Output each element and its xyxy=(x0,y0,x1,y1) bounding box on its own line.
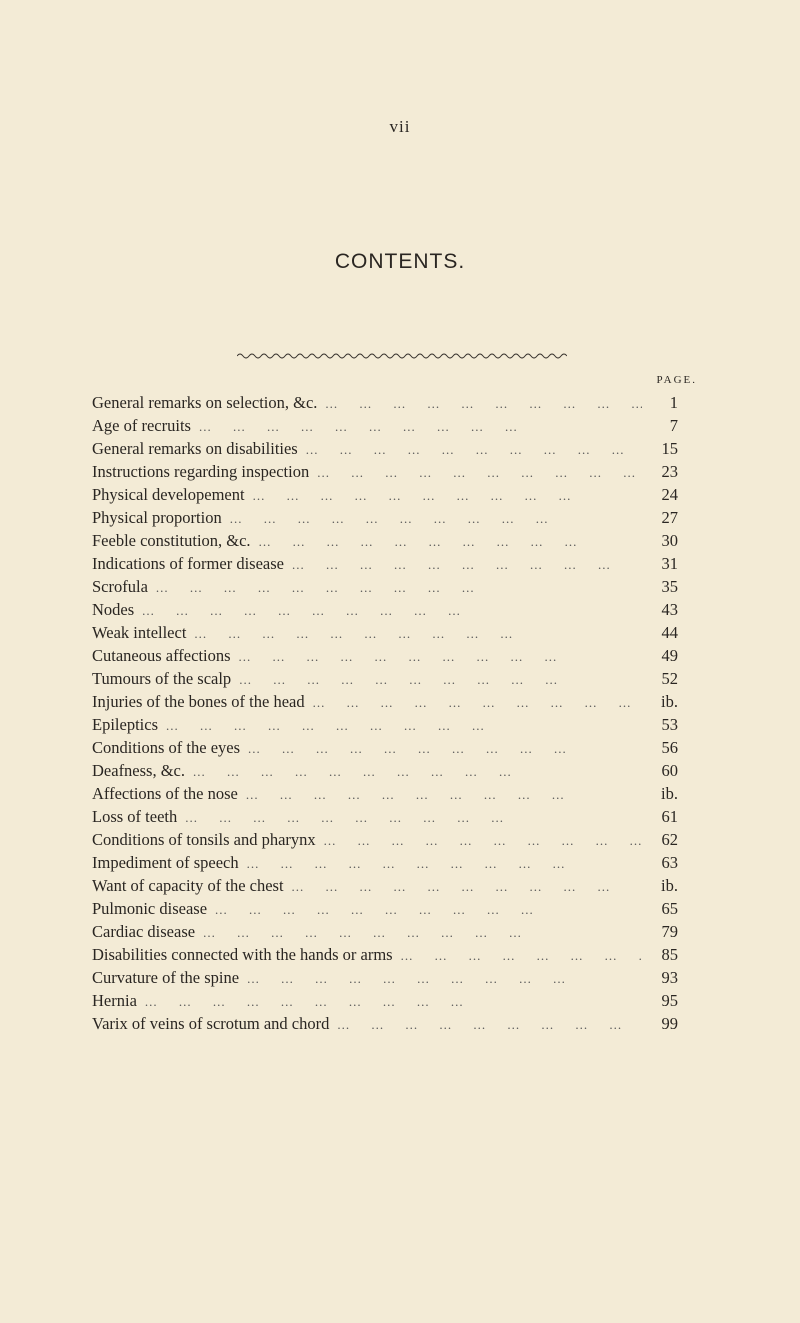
entry-page-number: 35 xyxy=(661,577,678,596)
dot-leader xyxy=(329,1017,642,1033)
dot-leader xyxy=(231,672,642,688)
entry-title: Tumours of the scalp xyxy=(92,669,232,688)
entry-title: Conditions of tonsils and pharynx xyxy=(92,830,316,849)
contents-entry xyxy=(92,945,678,968)
contents-entry xyxy=(92,462,678,485)
entry-title: Loss of teeth xyxy=(92,807,178,826)
entry-page-number: 15 xyxy=(661,439,678,458)
dot-leader xyxy=(231,649,642,665)
entry-page-number: 27 xyxy=(661,508,678,527)
entry-title: Scrofula xyxy=(92,577,148,596)
entry-page-number: 24 xyxy=(661,485,678,504)
contents-entry xyxy=(92,761,678,784)
entry-page-number: 79 xyxy=(661,922,678,941)
entry-title: Weak intellect xyxy=(92,623,187,642)
entry-page-number: 44 xyxy=(661,623,678,642)
entry-title: Feeble constitution, &c. xyxy=(92,531,251,550)
entry-title: Impediment of speech xyxy=(92,853,239,872)
entry-page-number: 85 xyxy=(661,945,678,964)
contents-entry xyxy=(92,508,678,531)
dot-leader xyxy=(239,856,642,872)
dot-leader xyxy=(240,741,642,757)
contents-entry xyxy=(92,853,678,876)
dot-leader xyxy=(158,718,642,734)
entry-title: Cardiac disease xyxy=(92,922,196,941)
contents-entry xyxy=(92,784,678,807)
entry-page-number: 31 xyxy=(661,554,678,573)
entry-page-number: ib. xyxy=(661,784,678,803)
entry-title: Want of capacity of the chest xyxy=(92,876,284,895)
dot-leader xyxy=(238,787,642,803)
contents-entry xyxy=(92,393,678,416)
entry-title: Affections of the nose xyxy=(92,784,238,803)
entry-title: Curvature of the spine xyxy=(92,968,240,987)
dot-leader xyxy=(245,488,642,504)
entry-title: Cutaneous affections xyxy=(92,646,231,665)
entry-page-number: 53 xyxy=(661,715,678,734)
contents-entry xyxy=(92,554,678,577)
entry-page-number: 99 xyxy=(661,1014,678,1033)
dot-leader xyxy=(177,810,642,826)
entry-title: Indications of former disease xyxy=(92,554,284,573)
dot-leader xyxy=(284,879,642,895)
contents-entry xyxy=(92,968,678,991)
page-title: CONTENTS. xyxy=(334,250,466,273)
contents-list xyxy=(92,393,678,1037)
dot-leader xyxy=(195,925,642,941)
contents-entry xyxy=(92,692,678,715)
entry-title: Varix of veins of scrotum and chord xyxy=(92,1014,330,1033)
contents-entry xyxy=(92,669,678,692)
contents-entry xyxy=(92,830,678,853)
dot-leader xyxy=(185,764,642,780)
dot-leader xyxy=(148,580,642,596)
contents-entry xyxy=(92,876,678,899)
contents-entry xyxy=(92,485,678,508)
contents-entry xyxy=(92,899,678,922)
entry-page-number: 7 xyxy=(669,416,678,435)
entry-title: Disabilities connected with the hands or arms xyxy=(92,945,393,964)
dot-leader xyxy=(317,396,642,412)
wavy-rule-ornament xyxy=(237,352,567,360)
entry-title: Instructions regarding inspection xyxy=(92,462,310,481)
entry-title: Hernia xyxy=(92,991,137,1010)
contents-entry xyxy=(92,1014,678,1037)
entry-page-number: 93 xyxy=(661,968,678,987)
entry-page-number: 60 xyxy=(661,761,678,780)
dot-leader xyxy=(284,557,642,573)
dot-leader xyxy=(186,626,642,642)
dot-leader xyxy=(393,948,642,964)
dot-leader xyxy=(309,465,642,481)
entry-page-number: 61 xyxy=(661,807,678,826)
entry-title: Physical proportion xyxy=(92,508,222,527)
entry-page-number: 52 xyxy=(661,669,678,688)
contents-entry xyxy=(92,807,678,830)
dot-leader xyxy=(191,419,642,435)
contents-entry xyxy=(92,646,678,669)
dot-leader xyxy=(305,695,642,711)
entry-page-number: 49 xyxy=(661,646,678,665)
contents-entry xyxy=(92,738,678,761)
entry-title: General remarks on selection, &c. xyxy=(92,393,318,412)
entry-page-number: 43 xyxy=(661,600,678,619)
entry-page-number: 30 xyxy=(661,531,678,550)
entry-title: Age of recruits xyxy=(92,416,191,435)
entry-title: Physical developement xyxy=(92,485,245,504)
entry-page-number: 63 xyxy=(661,853,678,872)
contents-entry xyxy=(92,991,678,1014)
contents-entry xyxy=(92,715,678,738)
entry-title: General remarks on disabilities xyxy=(92,439,298,458)
entry-title: Deafness, &c. xyxy=(92,761,186,780)
dot-leader xyxy=(222,511,642,527)
entry-title: Injuries of the bones of the head xyxy=(92,692,305,711)
page-folio: vii xyxy=(389,117,411,136)
contents-entry xyxy=(92,600,678,623)
dot-leader xyxy=(298,442,642,458)
entry-page-number: 23 xyxy=(661,462,678,481)
page-column-heading: PAGE. xyxy=(656,374,697,386)
entry-page-number: 65 xyxy=(661,899,678,918)
dot-leader xyxy=(251,534,642,550)
contents-entry xyxy=(92,922,678,945)
entry-page-number: 95 xyxy=(661,991,678,1010)
contents-entry xyxy=(92,623,678,646)
contents-entry xyxy=(92,439,678,462)
contents-entry xyxy=(92,531,678,554)
contents-entry xyxy=(92,577,678,600)
entry-page-number: 62 xyxy=(661,830,678,849)
dot-leader xyxy=(316,833,642,849)
dot-leader xyxy=(239,971,642,987)
entry-title: Conditions of the eyes xyxy=(92,738,241,757)
dot-leader xyxy=(207,902,642,918)
entry-title: Pulmonic disease xyxy=(92,899,208,918)
entry-title: Nodes xyxy=(92,600,135,619)
entry-page-number: 56 xyxy=(661,738,678,757)
entry-title: Epileptics xyxy=(92,715,158,734)
dot-leader xyxy=(134,603,642,619)
entry-page-number: 1 xyxy=(669,393,678,412)
entry-page-number: ib. xyxy=(661,692,678,711)
entry-page-number: ib. xyxy=(661,876,678,895)
contents-entry xyxy=(92,416,678,439)
dot-leader xyxy=(137,994,642,1010)
